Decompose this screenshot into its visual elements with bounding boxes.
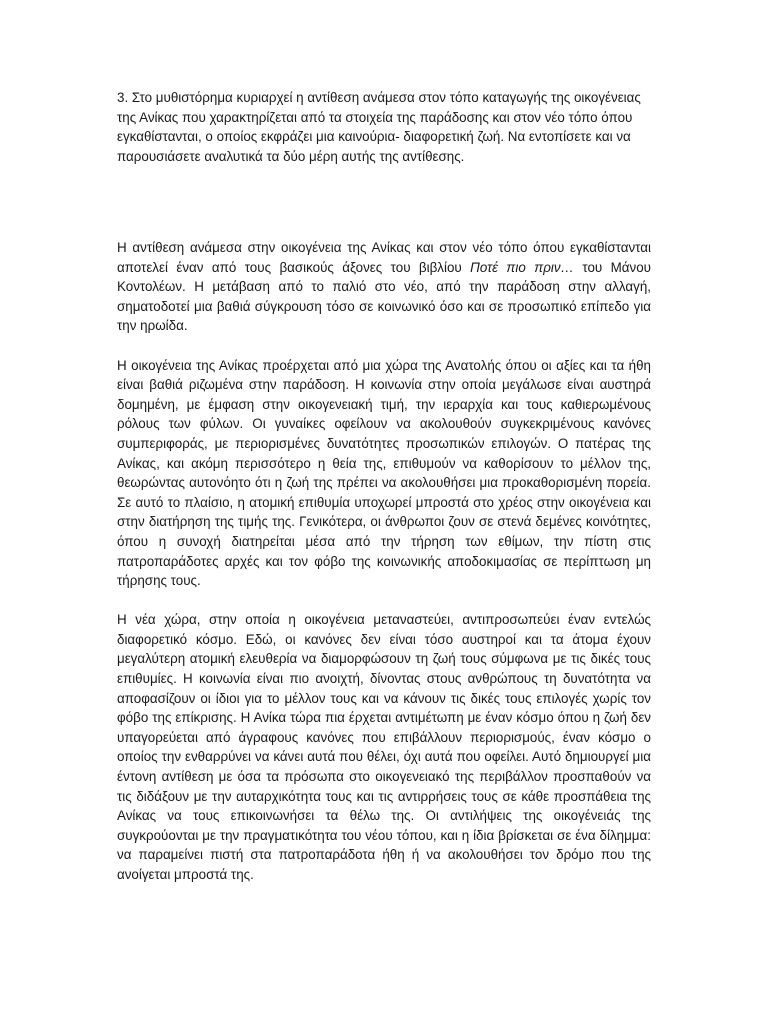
answer-paragraph-1-rest: του Μάνου Κοντολέων. Η μετάβαση από το παλιό στο νέο, από την παράδοση στην αλλαγή, σηματοδοτεί μια βαθιά σύγκρουση τόσο σε κοινωνικό όσο και σε προσωπικό επίπεδο για την ηρωίδα. xyxy=(117,259,651,334)
answer-paragraph-1 xyxy=(117,238,651,336)
book-title: Ποτέ πιο πριν… xyxy=(470,259,574,275)
answer-paragraph-1-intro: Η αντίθεση ανάμεσα στην οικογένεια της Ανίκας και στον νέο τόπο όπου εγκαθίστανται αποτελεί έναν από τους βασικούς άξονες του βιβλίου xyxy=(117,240,651,275)
question-text: 3. Στο μυθιστόρημα κυριαρχεί η αντίθεση ανάμεσα στον τόπο καταγωγής της οικογένειας της Ανίκας που χαρακτηρίζεται από τα στοιχεία της παράδοσης και στον νέο τόπο όπου εγκαθίστανται, ο οποίος εκφράζει μια καινούρια- διαφορετική ζωή. Να εντοπίσετε και να παρουσιάσετε αναλυτικά τα δύο μέρη αυτής της αντίθεσης. xyxy=(117,90,641,164)
question-block xyxy=(117,88,651,166)
answer-block xyxy=(117,238,651,885)
answer-paragraph-3: Η νέα χώρα, στην οποία η οικογένεια μεταναστεύει, αντιπροσωπεύει έναν εντελώς διαφορετικό κόσμο. Εδώ, οι κανόνες δεν είναι τόσο αυστηροί και τα άτομα έχουν μεγαλύτερη ατομική ελευθερία να διαμορφώσουν τη ζωή τους σύμφωνα με τις δικές τους επιθυμίες. Η κοινωνία είναι πιο ανοιχτή, δίνοντας στους ανθρώπους τη δυνατότητα να αποφασίζουν οι ίδιοι για το μέλλον τους και να κάνουν τις δικές τους επιλογές χωρίς τον φόβο της επίκρισης. Η Ανίκα τώρα πια έρχεται αντιμέτωπη με έναν κόσμο όπου η ζωή δεν υπαγορεύεται από άγραφους κανόνες που επιβάλλουν περιορισμούς, έναν κόσμο ο οποίος την ενθαρρύνει να κάνει αυτά που θέλει, όχι αυτά που οφείλει. Αυτό δημιουργεί μια έντονη αντίθεση με όσα τα πρόσωπα στο οικογενειακό της περιβάλλον προσπαθούν να τις διδάξουν με την αυταρχικότητα τους και τις αντιρρήσεις τους σε κάθε προσπάθεια της Ανίκας να τους επικοινωνήσει τα θέλω της. Οι αντιλήψεις της οικογένειάς της συγκρούονται με την πραγματικότητα του νέου τόπου, και η ίδια βρίσκεται σε ένα δίλημμα: να παραμείνει πιστή στα πατροπαράδοτα ήθη ή να ακολουθήσει τον δρόμο που της ανοίγεται μπροστά της. xyxy=(117,612,651,882)
answer-paragraph-2: Η οικογένεια της Ανίκας προέρχεται από μια χώρα της Ανατολής όπου οι αξίες και τα ήθη είναι βαθιά ριζωμένα στην παράδοση. Η κοινωνία στην οποία μεγάλωσε είναι αυστηρά δομημένη, με έμφαση στην οικογενειακή τιμή, την ιεραρχία και τους καθιερωμένους ρόλους των φύλων. Οι γυναίκες οφείλουν να ακολουθούν συγκεκριμένους κανόνες συμπεριφοράς, με περιορισμένες δυνατότητες προσωπικών επιλογών. Ο πατέρας της Ανίκας, και ακόμη περισσότερο η θεία της, επιθυμούν να καθορίσουν το μέλλον της, θεωρώντας αυτονόητο ότι η ζωή της πρέπει να ακολουθήσει μια προκαθορισμένη πορεία. Σε αυτό το πλαίσιο, η ατομική επιθυμία υποχωρεί μπροστά στο χρέος στην οικογένεια και στην διατήρηση της τιμής της. Γενικότερα, οι άνθρωποι ζουν σε στενά δεμένες κοινότητες, όπου η συνοχή διατηρείται μέσα από την τήρηση των εθίμων, την πίστη στις πατροπαράδοτες αρχές και τον φόβο της κοινωνικής αποδοκιμασίας σε περίπτωση μη τήρησης τους. xyxy=(117,357,651,589)
